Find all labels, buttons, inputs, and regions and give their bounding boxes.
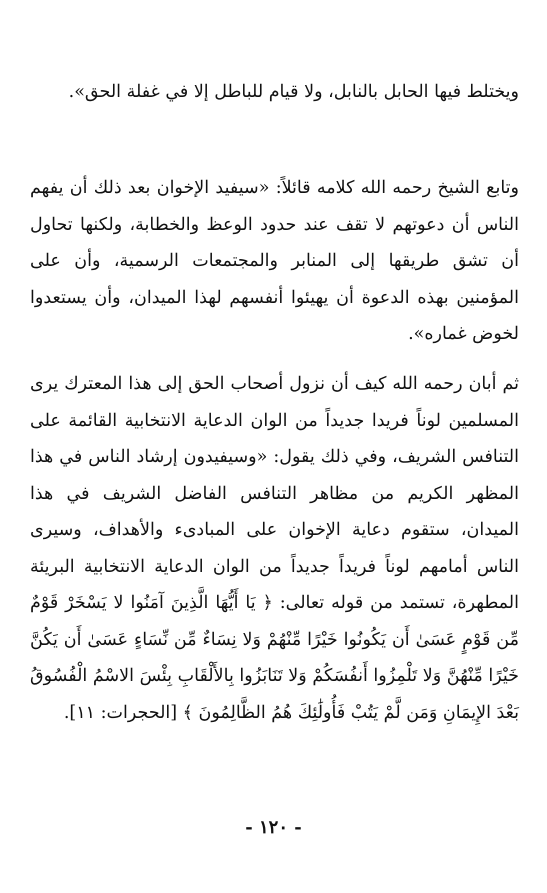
- paragraph-2: وتابع الشيخ رحمه الله كلامه قائلاً: «سيفيد الإخوان بعد ذلك أن يفهم الناس أن دعوتهم لا تقف عند حدود الوعظ والخطابة، ولكنها تحاول أن تشق طريقها إلى المنابر والمجتمعات الرسمية، وأن على المؤمنين بهذه الدعوة أن يهيئوا أنفسهم لهذا الميدان، وأن يستعدوا لخوض غماره».: [30, 178, 519, 344]
- paragraph-3: ثم أبان رحمه الله كيف أن نزول أصحاب الحق إلى هذا المعترك يرى المسلمين لوناً فريدا جديداً من الوان الدعاية الانتخابية القائمة على التنافس الشريف، وفي ذلك يقول: «وسيفيدون إرشاد الناس في هذا المظهر الكريم من مظاهر التنافس الفاضل الشريف في هذا الميدان، ستقوم دعاية الإخوان على المبادىء والأهداف، وسيرى الناس أمامهم لوناً فريداً جديداً من الوان الدعاية الانتخابية البريئة المطهرة، تستمد من قوله تعالى: ﴿ يَا أَيُّهَا الَّذِينَ آمَنُوا لا يَسْخَرْ قَوْمٌ مِّن قَوْمٍ عَسَىٰ أَن يَكُونُوا خَيْرًا مِّنْهُمْ وَلا نِسَاءٌ مِّن نِّسَاءٍ عَسَىٰ أَن يَكُنَّ خَيْرًا مِّنْهُنَّ وَلا تَلْمِزُوا أَنفُسَكُمْ وَلا تَنَابَزُوا بِالأَلْقَابِ بِئْسَ الاسْمُ الْفُسُوقُ بَعْدَ الإِيمَانِ وَمَن لَّمْ يَتُبْ فَأُولَٰئِكَ هُمُ الظَّالِمُونَ ﴾ [الحجرات: ١١].: [30, 374, 519, 723]
- page-number: - ١٢٠ -: [245, 817, 302, 838]
- paragraph-1: ويختلط فيها الحابل بالنابل، ولا قيام للباطل إلا في غفلة الحق».: [68, 82, 519, 102]
